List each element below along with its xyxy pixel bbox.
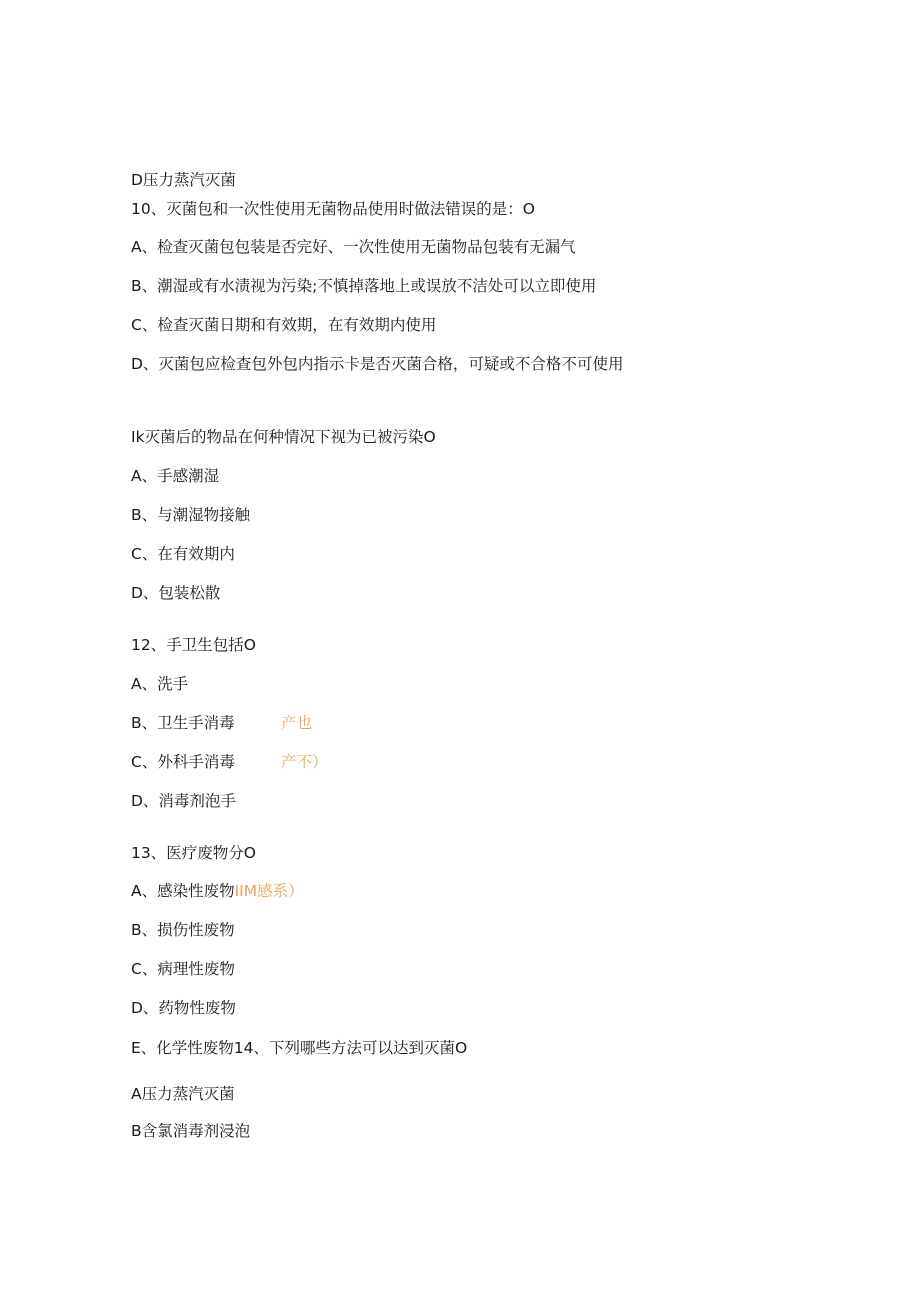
- option-line: C、检查灭菌日期和有效期，在有效期内使用: [131, 316, 437, 334]
- option-line: B、损伤性废物: [131, 921, 235, 939]
- option-line: B、与潮湿物接触: [131, 506, 251, 524]
- handwritten-annotation: 产也: [281, 714, 313, 732]
- handwritten-annotation: IIM感系）: [234, 882, 304, 900]
- option-line: [131, 881, 304, 901]
- option-text: A、感染性废物: [131, 882, 235, 900]
- option-line: E、化学性废物14、下列哪些方法可以达到灭菌O: [131, 1039, 468, 1057]
- text-line: D压力蒸汽灭菌: [131, 171, 236, 189]
- handwritten-annotation: 产不）: [281, 753, 328, 771]
- question-11: Ik灭菌后的物品在何种情况下视为已被污染O: [131, 428, 436, 446]
- option-line: C、外科手消毒: [131, 753, 235, 771]
- question-13: 13、医疗废物分O: [131, 844, 256, 862]
- question-10: 10、灭菌包和一次性使用无菌物品使用时做法错误的是：O: [131, 200, 535, 218]
- option-line: D、包装松散: [131, 584, 221, 602]
- option-line: C、在有效期内: [131, 545, 235, 563]
- option-line: A、手感潮湿: [131, 467, 220, 485]
- option-line: B、潮湿或有水渍视为污染;不慎掉落地上或误放不洁处可以立即使用: [131, 277, 597, 295]
- option-line: D、消毒剂泡手: [131, 792, 236, 810]
- question-12: 12、手卫生包括O: [131, 636, 256, 654]
- option-line: D、药物性废物: [131, 999, 236, 1017]
- option-line: B含氯消毒剂浸泡: [131, 1122, 251, 1140]
- option-line: A压力蒸汽灭菌: [131, 1085, 235, 1103]
- option-line: C、病理性废物: [131, 960, 235, 978]
- option-line: A、洗手: [131, 675, 189, 693]
- option-line: D、灭菌包应检查包外包内指示卡是否灭菌合格，可疑或不合格不可使用: [131, 355, 624, 373]
- option-line: B、卫生手消毒: [131, 714, 235, 732]
- option-line: A、检查灭菌包包装是否完好、一次性使用无菌物品包装有无漏气: [131, 238, 576, 256]
